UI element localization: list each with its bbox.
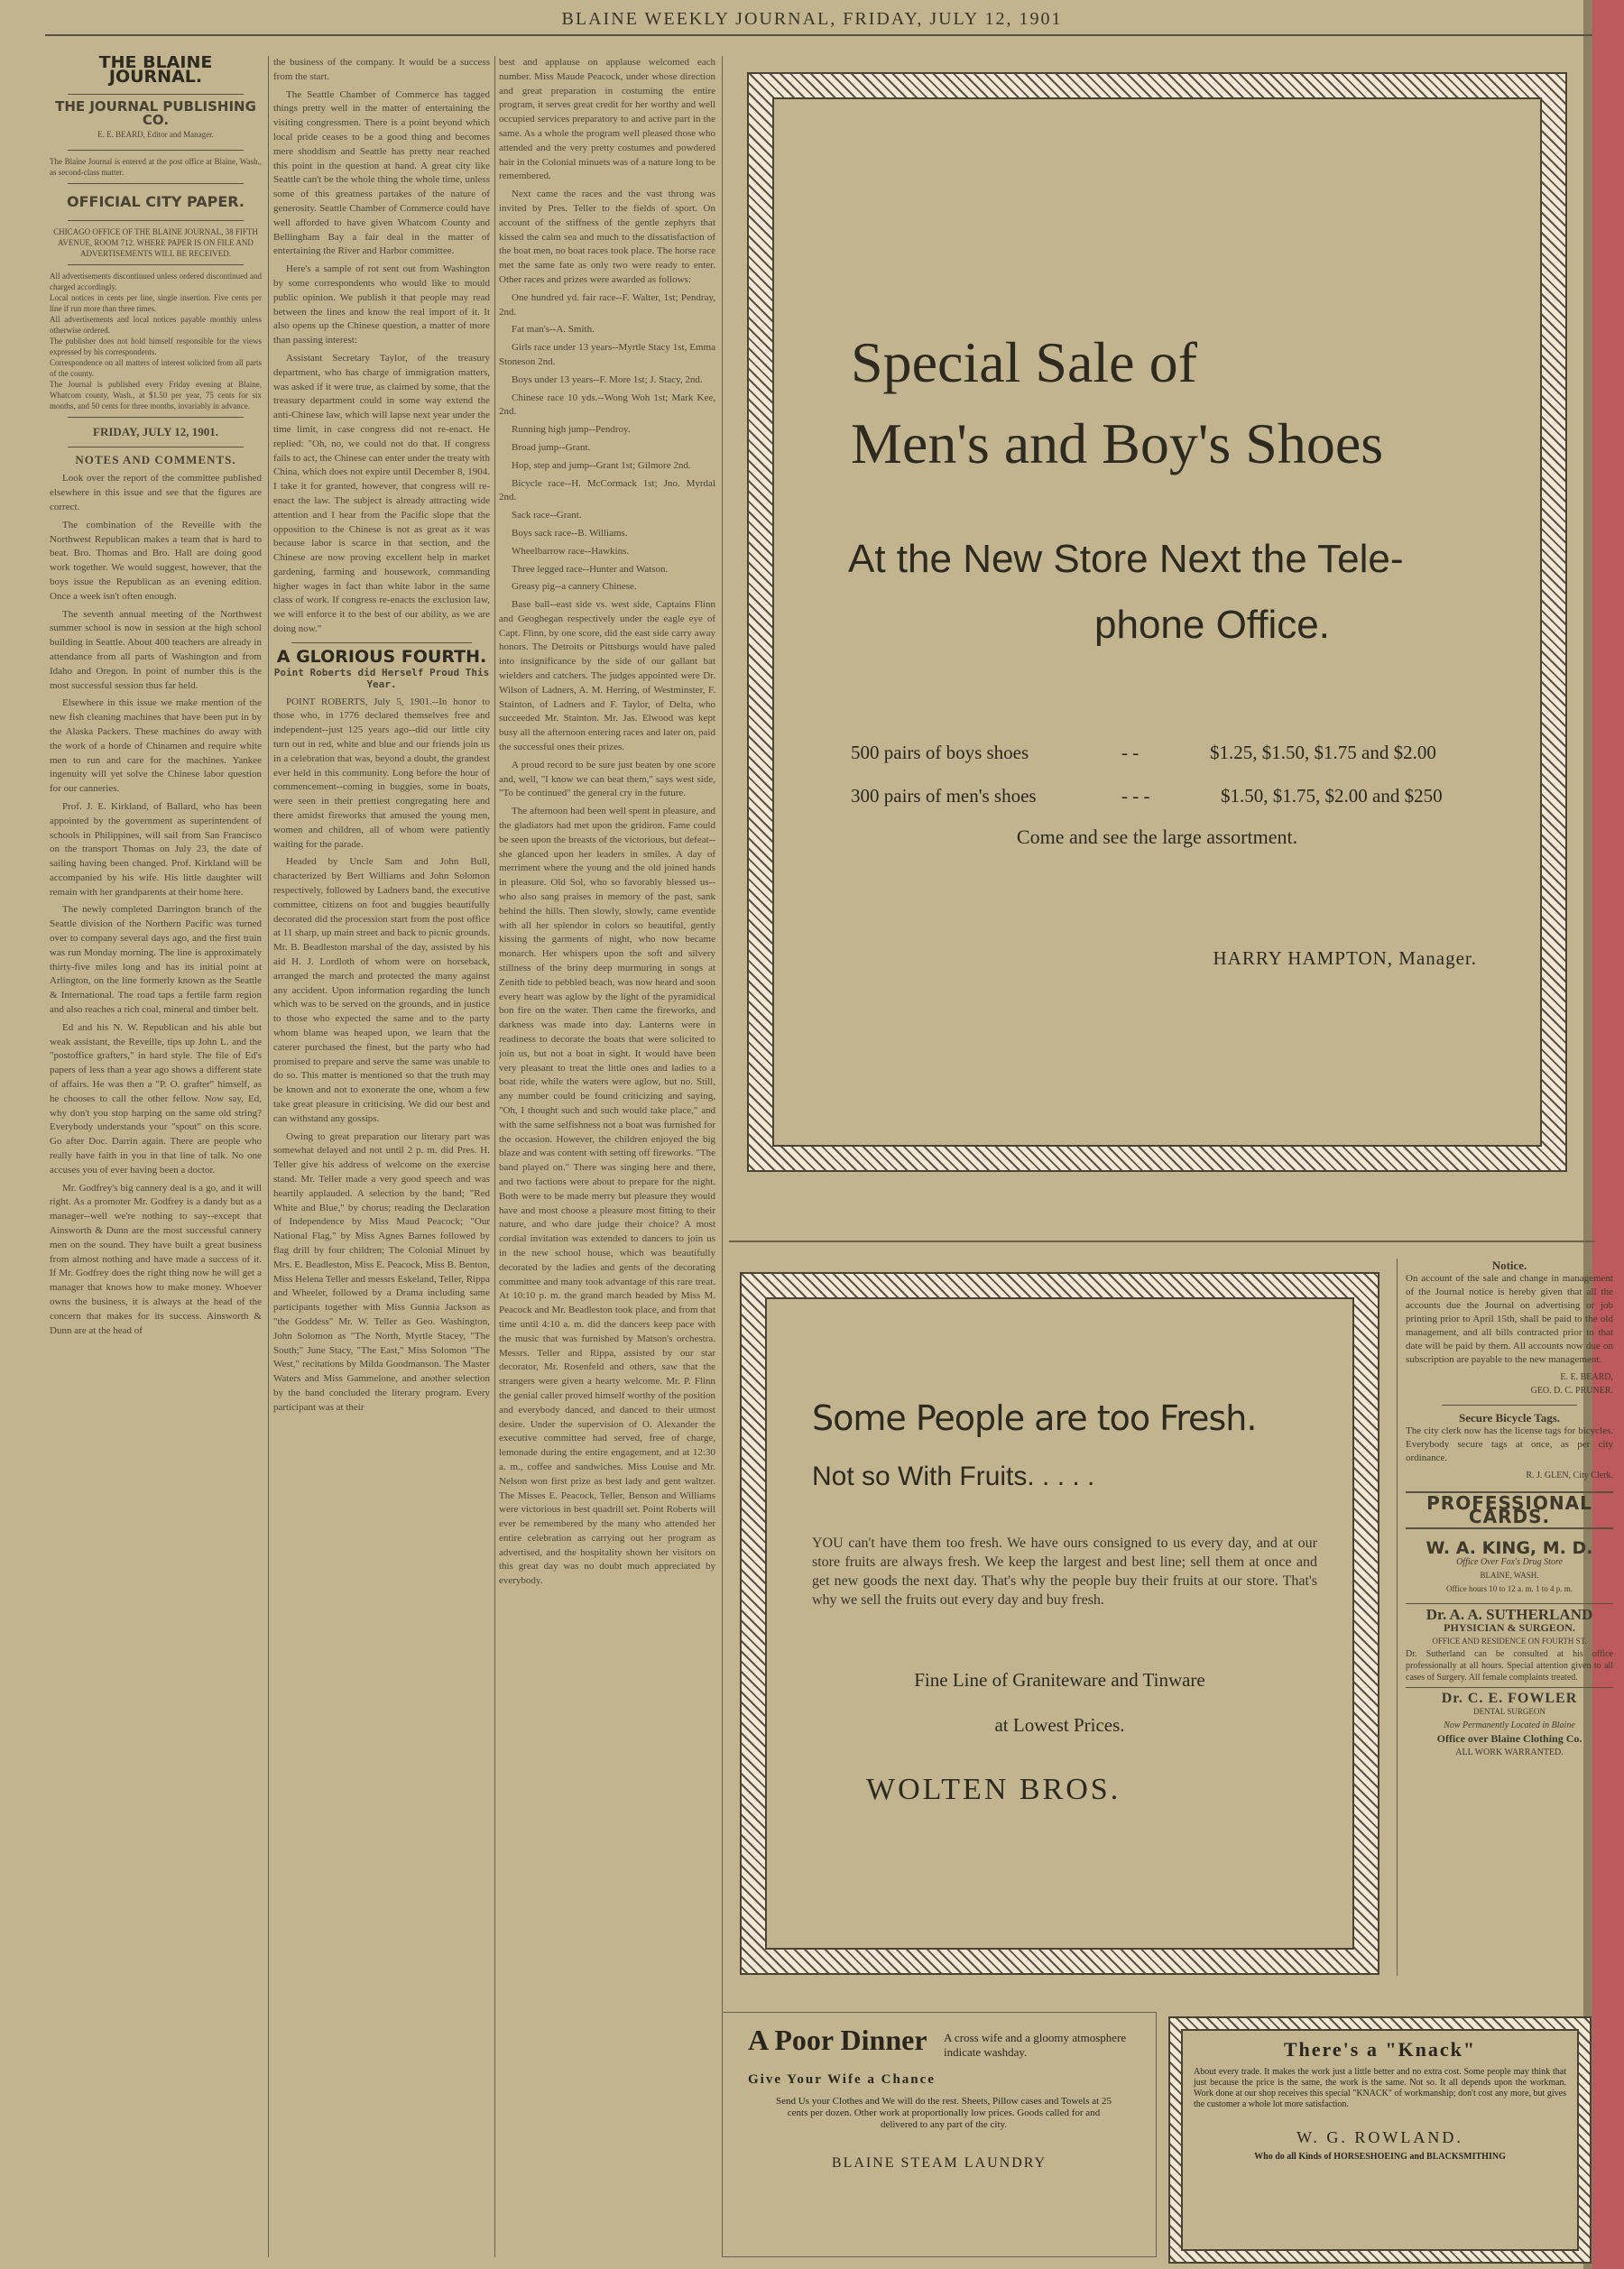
notice-signature-1: E. E. BEARD, xyxy=(1560,1372,1613,1382)
divider xyxy=(68,417,244,418)
race-result: Sack race--Grant. xyxy=(512,510,582,521)
entered-notice: The Blaine Journal is entered at the post office at Blaine, Wash., as second-class matter. xyxy=(50,156,262,177)
paragraph: A proud record to be sure just beaten by one score and, well, "I know we can beat them," says west side, "To be continued" the general cry in the future. xyxy=(499,759,715,799)
notes-heading: NOTES AND COMMENTS. xyxy=(75,452,236,466)
fruit-ad-body: YOU can't have them too fresh. We have ours consigned to us every day, and at our store fruits are always fresh. We keep the largest and best line; sell them at once and get new goods the next day. That's why the people buy their fruits at our store. That's why we sell the fruits out every day and buy fresh. xyxy=(812,1536,1317,1608)
official-city-paper: OFFICIAL CITY PAPER. xyxy=(66,192,245,210)
masthead-editor: E. E. BEARD, Editor and Manager. xyxy=(97,130,214,140)
paragraph: Look over the report of the committee published elsewhere in this issue and see that the figures are correct. xyxy=(50,473,262,512)
header-rule xyxy=(45,34,1592,36)
paragraph: Prof. J. E. Kirkland, of Ballard, who has been appointed by the government as superintendent of schools in Philippines, will sail from San Francisco on the transport Thomas on July 23, the date of sailing having been changed. Prof. Kirkland will be accompanied by his wife. His little daughter will remain with her grandparents at their home here. xyxy=(50,800,262,898)
bicycle-body: The city clerk now has the license tags for bicycles. Everybody secure tags at once, as per city ordinance. xyxy=(1406,1425,1613,1463)
notice-signature-2: GEO. D. C. PRUNER. xyxy=(1530,1386,1613,1396)
fruit-ad-line-2: at Lowest Prices. xyxy=(994,1714,1125,1736)
divider xyxy=(68,264,244,265)
paragraph: Assistant Secretary Taylor, of the treasury department, who has charge of immigration matters, was asked if it were true, as claimed by some, that the treasury department could in some way extend the anti-Chinese law, which will lapse next year under the time limit, in case congress did not re-enact. He replied: "Oh, no, we could not do that. If congress fails to act, the Chinese can enter under the treaty with China, which does not expire until December 8, 1904. I take it for granted, however, that congress will re-enact the law. The subject is already attracting wide attention and I hear from the Pacific slope that the opposition to the Chinese is not as great as it was because labor is scarce in that section, and the Chinese are now proving excellent help in market gardening, farming and housework, commanding higher wages in fact than white labor in the same class of work. If congress re-enacts the exclusion law, we will enforce it to the best of our ability, as we are doing now." xyxy=(273,352,490,635)
masthead-name: THE BLAINE JOURNAL. xyxy=(98,56,213,87)
laundry-subtitle: Give Your Wife a Chance xyxy=(748,2072,936,2087)
shoe-sale-ad-inner xyxy=(772,97,1542,1147)
race-result: Boys sack race--B. Williams. xyxy=(512,527,628,539)
column-1 xyxy=(50,56,262,2257)
race-result: Chinese race 10 yds.--Wong Woh 1st; Mark Kee, 2nd. xyxy=(499,392,715,418)
paragraph: Next came the races and the vast throng was invited by Pres. Teller to the fields of sport. On account of the stiffness of the gentle zephyrs that kissed the calm sea and much to the dissatisfaction of the boat men, no boat races took place. The horse race met the same fate as only two were ready to enter. Other races and prizes were awarded as follows: xyxy=(499,189,715,285)
right-column xyxy=(1406,1259,1613,1971)
terms-notice-6: The Journal is published every Friday evening at Blaine, Whatcom county, Wash., at $1.50 per year, 75 cents for six months, and 50 cents for three months, invariably in advance. xyxy=(50,379,262,410)
mens-shoes-label: 300 pairs of men's shoes xyxy=(851,785,1037,807)
fruit-ad-line-1: Fine Line of Graniteware and Tinware xyxy=(914,1669,1205,1691)
knack-services: Who do all Kinds of HORSESHOEING and BLACKSMITHING xyxy=(1254,2152,1506,2162)
divider xyxy=(68,220,244,221)
paragraph: The Seattle Chamber of Commerce has tagged things pretty well in the matter of entertaining the visiting congressmen. There is a point beyond which local pride ceases to be a good thing and becomes mere shoddism and Seattle has pretty near reached this point in the question at hand. A great city like Seattle can't be the whole thing the whole time, unless some of this greatness partakes of the nature of generosity. Seattle Chamber of Commerce could have well afforded to have given Whatcom County and Bellingham Bay a fair deal in the matter of entertaining the River and Harbor committee. xyxy=(273,88,490,257)
chicago-office: CHICAGO OFFICE OF THE BLAINE JOURNAL, 38 FIFTH AVENUE, ROOM 712. WHERE PAPER IS ON FILE AND ADVERTISEMENTS WILL BE RECEIVED. xyxy=(53,226,258,258)
race-result: Greasy pig--a cannery Chinese. xyxy=(512,581,637,593)
fruit-ad xyxy=(740,1272,1379,1975)
mens-shoes-prices: $1.50, $1.75, $2.00 and $250 xyxy=(1221,785,1443,807)
race-result: Bicycle race--H. McCormack 1st; Jno. Myrdal 2nd. xyxy=(499,477,715,503)
race-result: Running high jump--Pendroy. xyxy=(512,424,631,436)
paragraph: best and applause on applause welcomed each number. Miss Maude Peacock, under whose direction and great preparation in costuming the entire program, it serves great credit for her worthy and well occupied services preparatory to and active part in the same. As a whole the program well pleased those who attended and the very pretty costumes and powdered hair in the Colonial minuets was of a nature long to be remembered. xyxy=(499,57,715,182)
terms-notice-2: Local notices in cents per line, single insertion. Five cents per line if run more than three times. xyxy=(50,292,262,313)
sutherland-name: Dr. A. A. SUTHERLAND xyxy=(1426,1606,1593,1623)
fruit-ad-firm: WOLTEN BROS. xyxy=(866,1773,1121,1806)
sutherland-title: PHYSICIAN & SURGEON. xyxy=(1444,1621,1575,1634)
column-rule xyxy=(1397,1259,1398,1976)
article-headline: A GLORIOUS FOURTH. xyxy=(276,646,487,667)
column-rule xyxy=(722,56,723,2257)
divider xyxy=(68,183,244,184)
fowler-warranty: ALL WORK WARRANTED. xyxy=(1455,1748,1564,1757)
divider xyxy=(1406,1527,1613,1529)
race-result: Fat man's--A. Smith. xyxy=(512,324,595,336)
laundry-body: Send Us your Clothes and We will do the rest. Sheets, Pillow cases and Towels at 25 cents per dozen. Other work at proportionally low prices. Goods called for and delivered to any part of the city. xyxy=(776,2096,1112,2130)
race-result: Hop, step and jump--Grant 1st; Gilmore 2nd. xyxy=(512,459,691,471)
column-2 xyxy=(273,56,490,2257)
fruit-ad-subtitle: Not so With Fruits. . . . . xyxy=(812,1462,1095,1491)
race-result: Girls race under 13 years--Myrtle Stacy 1st, Emma Stoneson 2nd. xyxy=(499,342,715,367)
king-hours: Office hours 10 to 12 a. m. 1 to 4 p. m. xyxy=(1445,1584,1573,1593)
bicycle-heading: Secure Bicycle Tags. xyxy=(1458,1411,1561,1425)
divider xyxy=(1406,1603,1613,1604)
divider xyxy=(68,150,244,151)
laundry-ad xyxy=(722,2012,1157,2257)
notice-heading: Notice. xyxy=(1491,1259,1527,1272)
terms-notice-5: Correspondence on all matters of interest solicited from all parts of the county. xyxy=(50,357,262,378)
shoe-sale-ad xyxy=(747,72,1567,1172)
laundry-lead: A cross wife and a gloomy atmosphere indicate washday. xyxy=(944,2031,1127,2059)
paragraph: POINT ROBERTS, July 5, 1901.--In honor to those who, in 1776 declared themselves free and independent--just 125 years ago--did our little city turn out in red, white and blue and our friends join us in a celebration that was, beyond a doubt, the grandest ever held in this community. Long before the hour of commencement--coming in buggies, some in boats, were seen in their prettiest congregating here and there amidst fireworks that amused the young men, women and children, all of whom were patiently waiting for the parade. xyxy=(273,696,490,850)
laundry-title: A Poor Dinner xyxy=(748,2024,927,2056)
fowler-title: DENTAL SURGEON xyxy=(1473,1707,1546,1716)
fowler-office: Office over Blaine Clothing Co. xyxy=(1436,1732,1582,1745)
issue-date: FRIDAY, JULY 12, 1901. xyxy=(93,424,218,438)
race-result: Three legged race--Hunter and Watson. xyxy=(512,563,669,575)
ad-title-line-1: Special Sale of xyxy=(851,330,1197,394)
paragraph: The afternoon had been well spent in pleasure, and the gladiators had met upon the gridiron. Fame could be seen upon the breasts of the victorious, but defeat--she glanced upon her leaders in smiles. A day of merriment where the young and the old joined hands in pleasure. Old Sol, who so favorably blessed us--who also sang praises in memory of the past, sank behind the hills. Then slowly, slowly, came eventide with all her splendor in colors so beautiful, gently kissing the garments of night, who now became monarch. Her whispers upon the soft and silvery stillness of the briny deep murmuring in songs at Zenith tide to pebbled beach, was now heard and soon every heart was aglow by the light of the pyramidical bon fire on the water. Then came the fireworks, and darkness was made into day. Lanterns were in readiness to decorate the boats that were solicited to join us, but not a boat in sight. It would have been very pleasant to treat the little ones and ladies to a boat ride, while the waters were aglow, but no. Still, any number could be found criticizing and saying, "Oh, I thought such and such would take place," and with the same selfishness not a boat was furnished for the occasion. However, the children enjoyed the big blaze and was content with setting off fireworks. "The band played on." There was singing here and there, and two factions were about to prepare for the night. Both were to be made merry but pleasure they would have and most choose a pleasure most fitting to their nature, and who dare judge their choice? A most cordial invitation was extended to dancers to join us in the new school house, which was beautifully decorated by the ladies and gents of the decorating committee and many took advantage of this rare treat. At 10:10 p. m. the grand march headed by Miss M. Peacock and Mr. Beadleston took place, and from that time until 4:10 a. m. did the dancers keep pace with the music that was furnished by Matson's orchestra. Messrs. Teller and Rippa, assisted by our star decorator, Mr. Rosenfeld and others, saw that the strangers were given a hearty welcome. Mr. P. Flinn the genial caller proved himself worthy of the position and everybody danced, and danced to their utmost desire. Under the supervision of O. Alexander the executive committee had served, free of charge, lemonade during the entire engagement, and at 12:30 a. m., coffee and sandwiches. Miss Louise and Mr. Nelson won first prize as best lady and gent waltzer. The Misses E. Peacock, Teller, Benson and Williams were victorious in best quadrill set. Point Roberts will ever be remembered by the many who attended her entire celebration as carrying out her program as advertised, and the hospitality shown her visitors on this great day was no doubt much appreciated by everybody. xyxy=(499,806,715,1587)
column-rule xyxy=(494,56,495,2257)
terms-notice-1: All advertisements discontinued unless ordered discontinued and charged accordingly. xyxy=(50,271,262,291)
notice-body: On account of the sale and change in management of the Journal notice is hereby given that all the accounts due the Journal on advertising or job printing prior to April 15th, shall be paid to the old management, and all bills contracted prior to that date will be paid by them. All accounts now due on subscription are payable to the new management. xyxy=(1406,1273,1613,1365)
paragraph: the business of the company. It would be a success from the start. xyxy=(273,57,490,82)
boys-shoes-prices: $1.25, $1.50, $1.75 and $2.00 xyxy=(1210,742,1436,763)
divider xyxy=(68,94,244,95)
divider xyxy=(1442,1405,1577,1406)
knack-ad xyxy=(1168,2016,1592,2264)
ad-title-line-2: Men's and Boy's Shoes xyxy=(851,411,1384,475)
divider xyxy=(1406,1687,1613,1688)
race-result: Wheelbarrow race--Hawkins. xyxy=(512,545,630,557)
paragraph: Headed by Uncle Sam and John Bull, characterized by Bert Williams and John Solomon respectively, followed by Ladners band, the executive committee, citizens on foot and buggies beautifully decorated did the procession start from the post office at 11 sharp, up main street and back to picnic grounds. Mr. B. Beadleston marshal of the day, assisted by his aid H. J. Lordloth of whom were on horseback, arranged the march and protected the many against any accident. Upon information regarding the lunch which was to be served on the grounds, and in justice to those who expected the same and to the party whom blame was heaped upon, we learn that the caterer purchased the finest, but the party who had promised to prepare and serve the same was unable to do so. This matter is mentioned so that the truth may be known and not to exonerate the one, whom a few take great pleasure in criticising. We did our best and can withstand any gossips. xyxy=(273,856,490,1124)
paragraph: Mr. Godfrey's big cannery deal is a go, and it will right. As a promoter Mr. Godfrey is a dandy but as a manager--well we're nothing to say--except that Ainsworth & Dunn are the most successful cannery men on the sound. They have built a great business from almost nothing and have made a success of it. If Mr. Godfrey does the right thing now he will get a manager that knows how to make money. Whoever owns the business, it is always at the head of the concern that makes for its success. Ainsworth & Dunn are at the head of xyxy=(50,1182,262,1336)
ad-invitation: Come and see the large assortment. xyxy=(1016,826,1298,848)
terms-notice-4: The publisher does not hold himself responsible for the views expressed by his correspondents. xyxy=(50,336,262,356)
paragraph: Here's a sample of rot sent out from Washington by some correspondents who would like to mould public opinion. We publish it that people may read between the lines and know the real import of it. It also opens up the Chinese question, a matter of more than passing interest: xyxy=(273,263,490,346)
mens-shoes-dashes: - - - xyxy=(1121,785,1150,807)
fruit-ad-title: Some People are too Fresh. xyxy=(812,1398,1257,1438)
page-header: BLAINE WEEKLY JOURNAL, FRIDAY, JULY 12, 1901 xyxy=(561,9,1063,29)
king-name: W. A. KING, M. D. xyxy=(1426,1538,1593,1558)
fowler-name: Dr. C. E. FOWLER xyxy=(1441,1691,1578,1706)
laundry-firm: BLAINE STEAM LAUNDRY xyxy=(831,2155,1047,2171)
column-rule xyxy=(268,56,269,2257)
professional-cards-heading: PROFESSIONAL CARDS. xyxy=(1426,1492,1592,1527)
boys-shoes-label: 500 pairs of boys shoes xyxy=(851,742,1029,763)
divider xyxy=(291,642,472,643)
column-3 xyxy=(499,56,715,2257)
paragraph: Elsewhere in this issue we make mention of the new fish cleaning machines that have been put in by the Alaska Packers. These machines do away with the work of a horde of Chinamen and require white men to run and care for the machines. Yankee ingenuity will yet solve the Chinese labor question for our canneries. xyxy=(50,697,262,795)
king-town: BLAINE, WASH. xyxy=(1480,1571,1539,1580)
paragraph: The newly completed Darrington branch of the Seattle division of the Northern Pacific was turned over to company several days ago, and the first train was run Monday morning. The line is approximately thirty-five miles long and has its initial point at Arlington, on the line formerly known as the Seattle & International. The road taps a fertile farm region and also reaches a rich coal, mineral and timber belt. xyxy=(50,904,262,1016)
race-result: Boys under 13 years--F. More 1st; J. Stacy, 2nd. xyxy=(512,374,703,385)
paragraph: Owing to great preparation our literary part was somewhat delayed and not until 2 p. m. did Pres. H. Teller give his address of welcome on the exercise stand. Mr. Teller made a very good speech and was heartily applauded. A selection by the band; "Red White and Blue," by chorus; reading the Declaration of Independence by Miss Maud Peacock; "Our National Flag," by Miss Agnes Barnes followed by flag drill by four children; The Colonial Minuet by Mrs. E. Beadleston, Miss E. Peacock, Miss B. Benton, Miss Helena Teller and messrs Eskeland, Teller, Rippa and Wheeler, followed by a Drama including same participants together with Miss Gunnia Jackson as "the Goddess" Mr. W. Teller as Geo. Washington, John Solomon as "The North, Myrtle Stacey, "The South;" June Stacy, "The East," Miss Solomon "The West," recitations by Milda Goodmanson. The Master Waters and Miss Gammelone, and another selection by the band concluded the literary program. Every participant was at their xyxy=(273,1130,490,1413)
knack-body: About every trade. It makes the work just a little better and no extra cost. Some people may think that just because the price is the same, the work is the same. Not so. It all depends upon the workman. Work done at our shop receives this special "KNACK" of workmanship; don't cost any more, but gives the customer a whole lot more satisfaction. xyxy=(1194,2067,1566,2109)
paragraph: The seventh annual meeting of the Northwest summer school is now in session at the high school building in Seattle. About 400 teachers are already in attendance from all parts of Washington and from Idaho and Oregon. In point of number this is the most successful session thus far held. xyxy=(50,608,262,691)
knack-name: W. G. ROWLAND. xyxy=(1296,2128,1463,2146)
fowler-location: Now Permanently Located in Blaine xyxy=(1444,1720,1575,1730)
paragraph: The combination of the Reveille with the Northwest Republican makes a team that is hard to beat. Bro. Thomas and Bro. Hall are doing good work together. We would suggest, however, that the boys issue the Republican as an evening edition. Once a week isn't often enough. xyxy=(50,519,262,602)
paragraph: Ed and his N. W. Republican and his able but weak assistant, the Reveille, tips up John L. and the "postoffice grafters," in hard style. The file of Ed's papers of less than a year ago shows a different state of affairs. He was then a "P. O. grafter" himself, as he chooses to call the other fellow. Now say, Ed, why don't you stop harping on the same old string? Everybody understands your "spout" on this score. Go after Doc. Darrin again. There are people who really have faith in you in that line of talk. No one accuses you of ever having been a doctor. xyxy=(50,1021,262,1176)
bicycle-signature: R. J. GLEN, City Clerk. xyxy=(1526,1471,1613,1480)
masthead-publisher: THE JOURNAL PUBLISHING CO. xyxy=(55,97,256,129)
paragraph: Base ball--east side vs. west side, Captains Flinn and Geoghegan respectively under the eagle eye of Capt. Flinn, by one score, did the east side carry away honors. The Detroits or Pittsburgs would have paled into insignificance by the side of our gallant bat wielders and catchers. The judges appointed were Dr. Wilson of Ladners, A. M. Herring, of Westminster, F. Stainton, of Ladners and F. Taylor, of Delta, who succeeded Mr. Stainton. Mr. Jas. Elwood was kept busy all the afternoon entering races and later on, paid the successful ones their prizes. xyxy=(499,599,715,753)
section-rule xyxy=(729,1241,1595,1242)
sutherland-body: Dr. Sutherland can be consulted at his office professionally at all hours. Special attention given to all cases of Surgery. All female complaints treated. xyxy=(1406,1649,1613,1683)
fruit-ad-inner xyxy=(765,1297,1354,1950)
sutherland-office: OFFICE AND RESIDENCE ON FOURTH ST. xyxy=(1432,1637,1587,1646)
terms-notice-3: All advertisements and local notices payable monthly unless otherwise ordered. xyxy=(50,314,262,335)
knack-ad-inner xyxy=(1181,2029,1579,2251)
king-office: Office Over Fox's Drug Store xyxy=(1456,1557,1563,1567)
ad-subtitle-line-2: phone Office. xyxy=(1094,603,1330,647)
ad-manager: HARRY HAMPTON, Manager. xyxy=(1213,947,1477,969)
knack-title: There's a "Knack" xyxy=(1283,2038,1477,2061)
ad-subtitle-line-1: At the New Store Next the Tele- xyxy=(848,537,1404,581)
race-result: One hundred yd. fair race--F. Walter, 1st; Pendray, 2nd. xyxy=(499,291,715,318)
race-result: Broad jump--Grant. xyxy=(512,441,591,453)
boys-shoes-dashes: - - xyxy=(1121,742,1140,763)
article-subhead: Point Roberts did Herself Proud This Year. xyxy=(273,666,490,690)
